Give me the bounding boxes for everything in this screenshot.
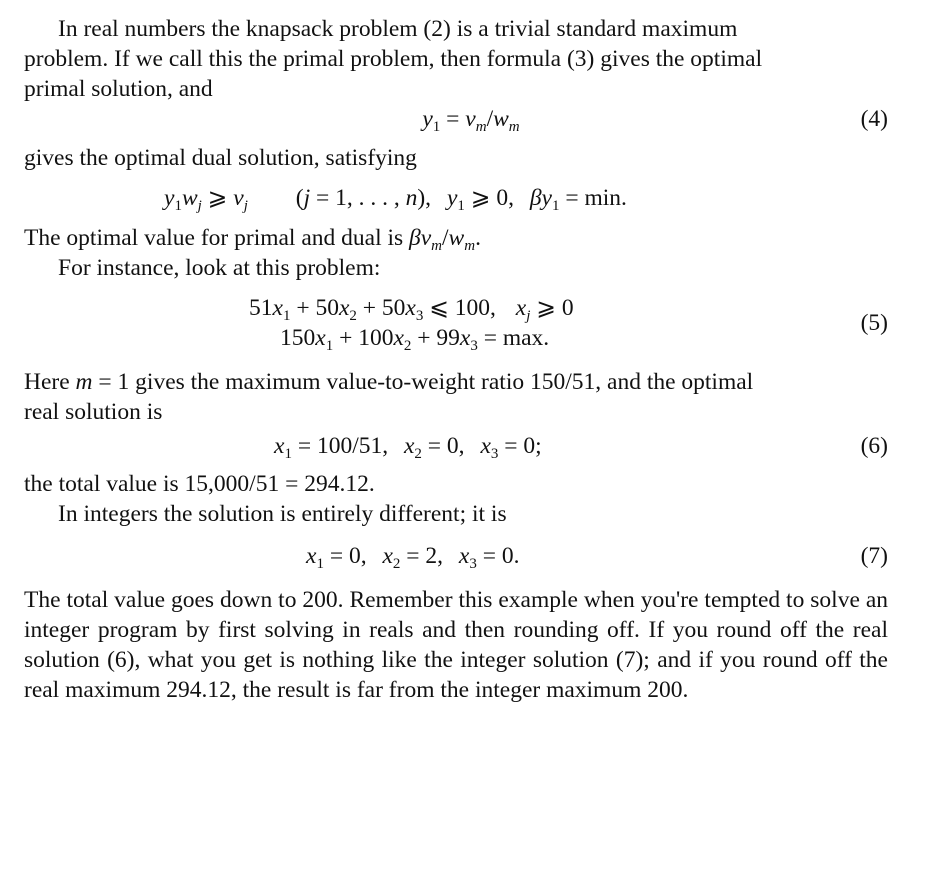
paragraph-here-m: Here m = 1 gives the maximum value-to-weight ratio 150/51, and the optimal bbox=[24, 369, 754, 395]
paragraph-real-solution: real solution is bbox=[24, 399, 163, 425]
paragraph-total-value: the total value is 15,000/51 = 294.12. bbox=[24, 471, 375, 497]
paragraph-intro-line3: primal solution, and bbox=[24, 76, 213, 102]
equation-5-constraint: $51x_1 + 50x_2 + 50x_3$ ⩽ 100, $x_j$ ⩾ 0 bbox=[249, 295, 574, 324]
equation-6 bbox=[24, 431, 888, 461]
equation-5-number: (5) bbox=[860, 310, 888, 336]
equation-7-number: (7) bbox=[860, 543, 888, 569]
equation-7 bbox=[24, 541, 888, 571]
paragraph-here-m-text-a: Here bbox=[24, 369, 76, 395]
paragraph-dual: gives the optimal dual solution, satisfying bbox=[24, 145, 417, 171]
equation-6-number: (6) bbox=[860, 433, 888, 459]
equation-5-objective: $150x_1 + 100x_2 + 99x_3 = \max$. bbox=[280, 325, 550, 354]
equation-4 bbox=[24, 104, 888, 134]
paragraph-here-m-text-b: = 1 gives the maximum value-to-weight ratio 150/51, and the optimal bbox=[92, 369, 754, 395]
paragraph-instance: For instance, look at this problem: bbox=[58, 255, 381, 281]
paragraph-optimal-value: The optimal value for primal and dual is $\beta v_m/w_m$. bbox=[24, 225, 481, 254]
paragraph-intro-line2: problem. If we call this the primal problem, then formula (3) gives the optimal bbox=[24, 46, 763, 72]
document-page bbox=[24, 14, 888, 705]
equation-4-number: (4) bbox=[860, 106, 888, 132]
paragraph-intro-line1: In real numbers the knapsack problem (2) is a trivial standard maximum bbox=[58, 16, 738, 42]
equation-dual-body: $y_1w_j$ ⩾ $v_j$ (j = 1, . . . , n), $y_1$ ⩾ 0, $\beta y_1 = \min$. bbox=[164, 185, 627, 214]
equation-dual-constraints bbox=[24, 183, 888, 213]
equation-7-body: $x_1 = 0$, $x_2 = 2$, $x_3 = 0$. bbox=[306, 543, 520, 572]
equation-6-body: $x_1 = 100/51$, $x_2 = 0$, $x_3 = 0$; bbox=[274, 433, 542, 462]
paragraph-conclusion: The total value goes down to 200. Remember this example when you're tempted to solve an integer program by first solving in reals and then rounding off. If you round off the real solution (6), what you get is nothing like the integer solution (7); and if you round off the real maximum 294.12, the result is far from the integer maximum 200. bbox=[24, 587, 888, 703]
equation-5 bbox=[24, 293, 888, 355]
equation-4-body: $y_1 = v_m/w_m$ bbox=[422, 106, 520, 135]
paragraph-integers: In integers the solution is entirely different; it is bbox=[58, 501, 507, 527]
paragraph-optimal-value-text: The optimal value for primal and dual is bbox=[24, 225, 410, 251]
